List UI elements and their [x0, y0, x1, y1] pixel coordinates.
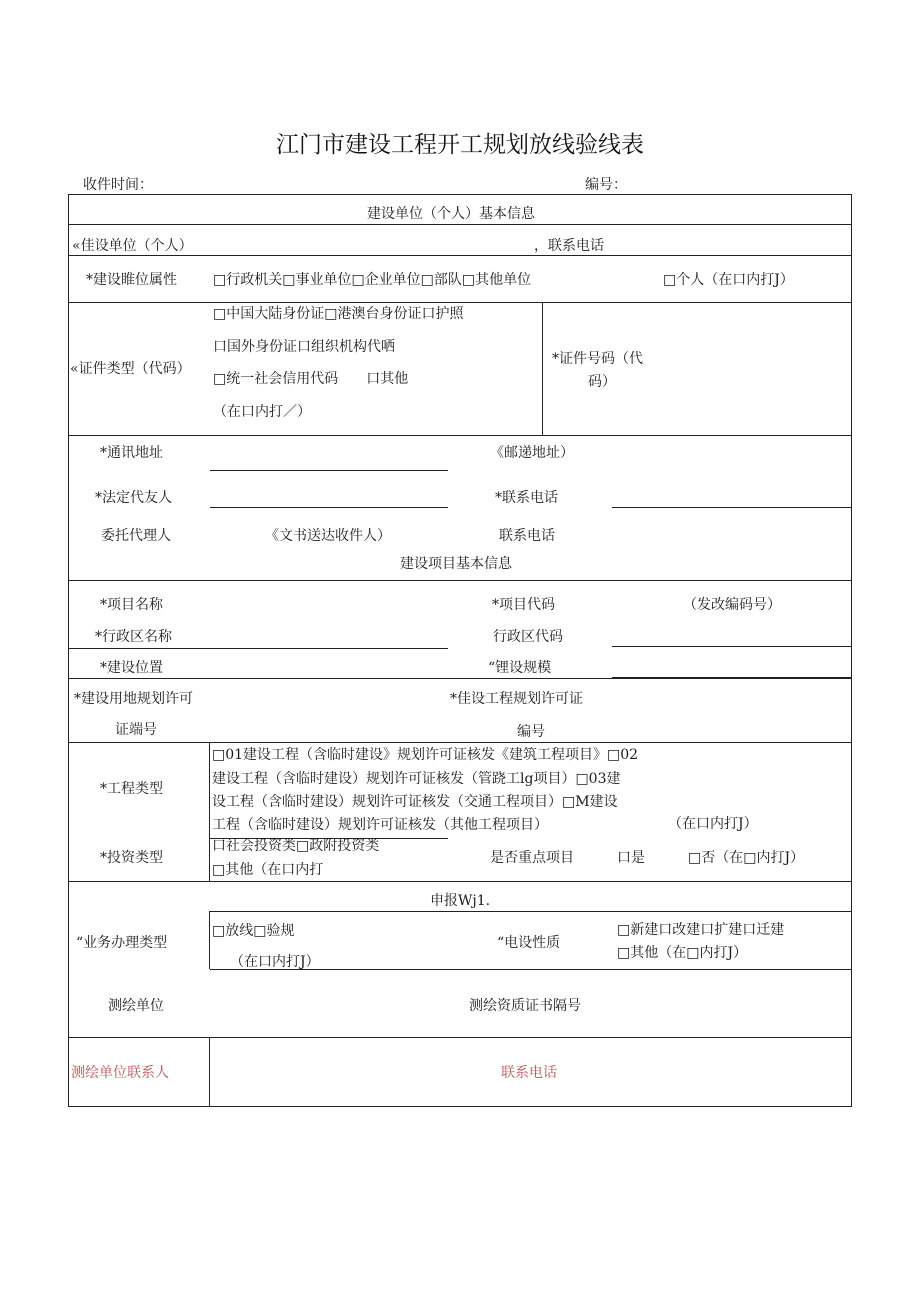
legal-phone-label: *联系电话 — [495, 490, 558, 506]
agent-phone-label: 联系电话 — [499, 528, 555, 544]
biz-type-note: （在口内打J） — [230, 954, 320, 970]
id-type-options-1: □中国大陆身份证□港澳台身份证口护照 — [213, 306, 464, 322]
reform-code-label: （发改编码号） — [683, 597, 781, 613]
survey-unit-label: 测绘单位 — [108, 998, 164, 1014]
row-rule — [68, 580, 852, 581]
row-rule — [68, 302, 852, 303]
scale-label: “锂设规模 — [488, 660, 552, 676]
nature-options-2: □其他（在□内打J） — [617, 945, 748, 961]
legal-rep-label: *法定代友人 — [95, 490, 172, 506]
fill-line — [68, 648, 448, 649]
fill-line — [612, 507, 852, 508]
unit-attribute-label: *建设睢位属性 — [86, 272, 177, 288]
received-time-label: 收件时间： — [83, 177, 153, 193]
project-type-line-4: 工程（含临时建设）规划许可证核发（其他工程项目） — [212, 817, 548, 833]
invest-type-label: *投资类型 — [100, 850, 163, 866]
id-type-label: «证件类型（代码） — [70, 361, 191, 377]
unit-name-label: «佳设单位（个人） — [72, 238, 193, 254]
biz-type-label: “业务办理类型 — [76, 935, 168, 951]
survey-cert-label: 测绘资质证书隔号 — [469, 998, 581, 1014]
key-project-no: □否（在□内打J） — [688, 850, 805, 866]
col-rule — [209, 1037, 210, 1106]
agent-label: 委托代理人 — [101, 528, 171, 544]
nature-label: “电设性质 — [497, 935, 561, 951]
project-permit-label: *佳设工程规划许可证 — [450, 691, 583, 707]
id-type-options-3: □统一社会信用代码 口其他 — [213, 371, 409, 387]
section-heading-project: 建设项目基本信息 — [400, 556, 512, 572]
biz-type-options: □放线□验规 — [212, 923, 295, 939]
project-type-line-3: 设工程（含临时建设）规划许可证核发（交通工程项目）□M建设 — [212, 794, 618, 810]
unit-phone-label: ，联系电话 — [534, 238, 604, 254]
fill-line — [612, 677, 852, 678]
col-rule — [209, 742, 210, 881]
row-rule — [68, 1037, 852, 1038]
fill-line — [68, 224, 852, 225]
id-number-label-cont: 码） — [588, 374, 616, 390]
table-top-border — [68, 194, 852, 195]
unit-attribute-individual: □个人（在口内打J） — [663, 272, 794, 288]
land-permit-label: *建设用地规划许可 — [74, 691, 193, 707]
id-number-label: *证件号码（代 — [552, 351, 643, 367]
survey-contact-label: 测绘单位联系人 — [71, 1065, 169, 1081]
id-type-options-2: 口国外身份证口组织机构代哂 — [213, 339, 395, 355]
survey-phone-label: 联系电话 — [501, 1065, 557, 1081]
postal-address-label: 《邮递地址） — [490, 445, 574, 461]
district-label: *行政区名称 — [95, 629, 172, 645]
form-number-label: 编号： — [585, 177, 627, 193]
fill-line — [210, 470, 448, 471]
project-name-label: *项目名称 — [100, 597, 163, 613]
invest-type-options-2: □其他（在口内打 — [212, 862, 324, 878]
form-title: 江门市建设工程开工规划放线验线表 — [276, 132, 644, 158]
section-heading-unit: 建设单位（个人）基本信息 — [367, 206, 535, 222]
row-rule — [68, 881, 852, 882]
project-code-label: *项目代码 — [492, 597, 555, 613]
invest-type-options-1: 口社会投资类□政附投资类 — [212, 838, 380, 854]
row-rule — [68, 435, 852, 436]
row-rule — [68, 678, 852, 679]
project-type-note: （在口内打J） — [668, 816, 758, 832]
id-type-note: （在口内打／） — [213, 404, 311, 420]
col-rule — [209, 911, 210, 969]
location-label: *建设位置 — [100, 660, 163, 676]
table-left-border — [68, 194, 69, 1106]
project-permit-label-cont: 编号 — [517, 724, 545, 740]
row-rule — [68, 742, 852, 743]
fill-line — [210, 911, 852, 912]
land-permit-label-cont: 证端号 — [115, 722, 157, 738]
section-heading-apply: 申报Wj1. — [430, 893, 491, 909]
project-type-line-2: 建设工程（含临时建设）规划许可证核发（管跷工lg项目）□03建 — [212, 771, 621, 787]
fill-line — [210, 507, 448, 508]
key-project-label: 是否重点项目 — [490, 850, 574, 866]
project-type-line-1: □01建设工程（含临时建设》规划许可证核发《建筑工程项目》□02 — [212, 747, 639, 763]
doc-receiver-label: 《文书送达收件人） — [265, 528, 391, 544]
nature-options-1: □新建口改建口扩建口迁建 — [617, 922, 785, 938]
address-label: *通讯地址 — [100, 445, 163, 461]
fill-line — [612, 646, 852, 647]
row-rule — [68, 255, 852, 256]
project-type-label: *工程类型 — [100, 781, 163, 797]
unit-attribute-options: □行政机关□事业单位□企业单位□部队□其他单位 — [213, 272, 532, 288]
table-bottom-border — [68, 1106, 852, 1107]
key-project-yes: 口是 — [617, 850, 645, 866]
district-code-label: 行政区代码 — [493, 629, 563, 645]
col-rule — [542, 302, 543, 435]
